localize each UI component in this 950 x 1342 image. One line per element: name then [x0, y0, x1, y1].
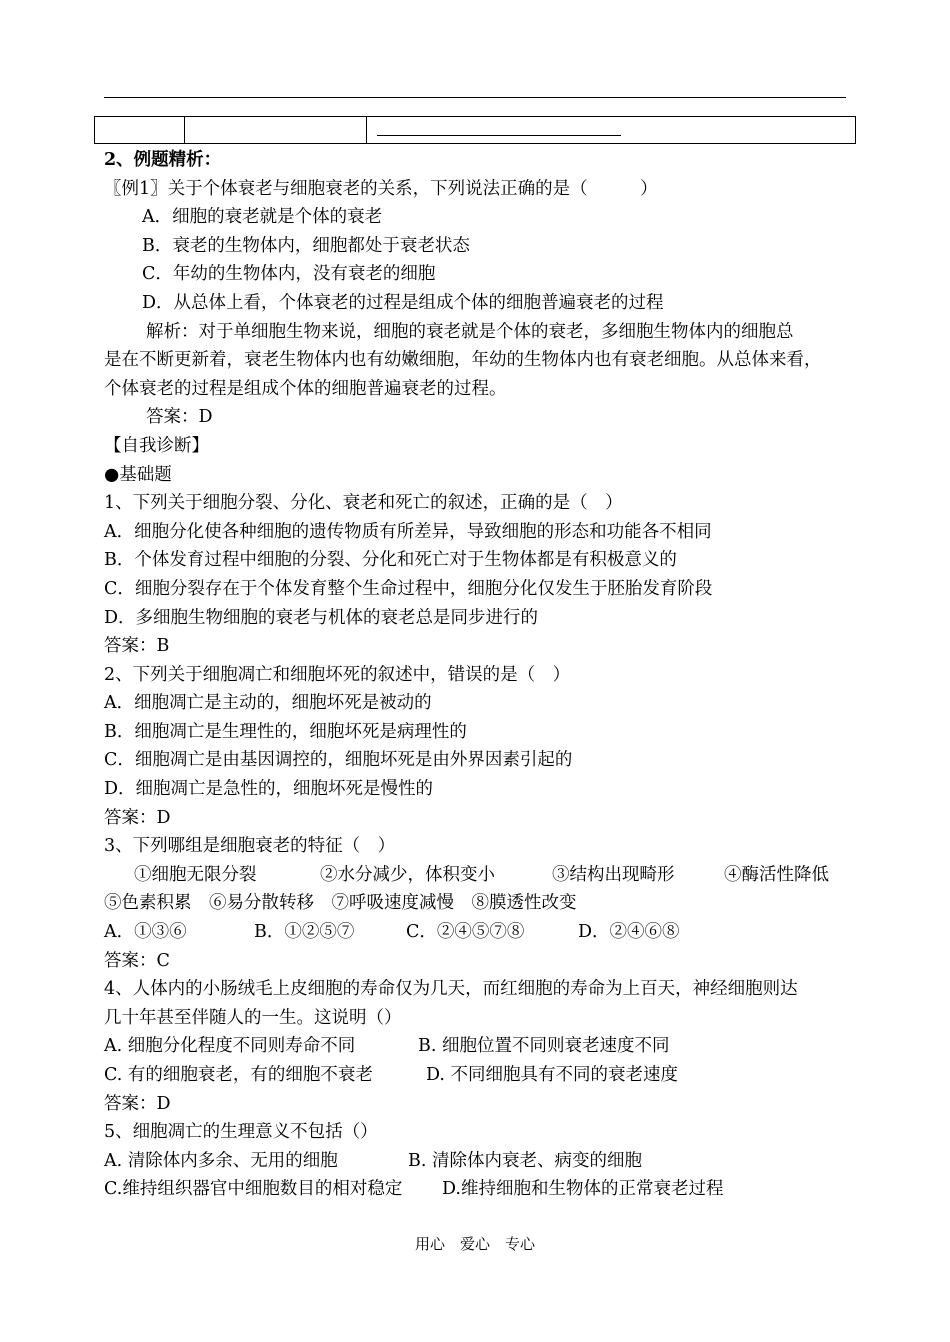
q5-option-a: A. 清除体内多余、无用的细胞 [104, 1150, 338, 1171]
q3-answer: 答案：C [104, 950, 170, 971]
q2-option-a: A．细胞凋亡是主动的，细胞坏死是被动的 [104, 693, 432, 714]
q3-features-line [104, 861, 854, 890]
q5-options [104, 1175, 854, 1204]
example-option-b: B．衰老的生物体内，细胞都处于衰老状态 [142, 235, 470, 256]
q3-feature: ①细胞无限分裂 [134, 864, 257, 885]
q1-option-a: A．细胞分化使各种细胞的遗传物质有所差异，导致细胞的形态和功能各不相同 [104, 521, 712, 542]
q5-option-d: D.维持细胞和生物体的正常衰老过程 [442, 1179, 724, 1200]
page-footer: 用心 爱心 专心 [414, 1235, 535, 1253]
q1-option-b: B．个体发育过程中细胞的分裂、分化和死亡对于生物体都是有积极意义的 [104, 550, 677, 571]
q1-stem: 1、下列关于细胞分裂、分化、衰老和死亡的叙述，正确的是（ ） [104, 493, 623, 514]
q4-option-b: B. 细胞位置不同则衰老速度不同 [418, 1036, 670, 1057]
self-diagnosis-heading: 【自我诊断】 [104, 435, 209, 456]
table-fragment [94, 116, 856, 144]
q4-option-d: D. 不同细胞具有不同的衰老速度 [426, 1065, 679, 1085]
q4-option-a: A. 细胞分化程度不同则寿命不同 [104, 1036, 356, 1057]
basic-heading: ●基础题 [104, 464, 172, 485]
header-rule [104, 97, 846, 98]
q2-answer: 答案：D [104, 807, 171, 828]
q3-features-line: ⑤色素积累 ⑥易分散转移 ⑦呼吸速度减慢 ⑧膜透性改变 [104, 893, 577, 914]
analysis-line: 是在不断更新着，衰老生物体内也有幼嫩细胞，年幼的生物体内也有衰老细胞。从总体来看， [104, 350, 822, 371]
q3-option-d: D．②④⑥⑧ [578, 922, 680, 943]
q4-options [104, 1032, 854, 1061]
q4-answer: 答案：D [104, 1093, 171, 1114]
q5-options [104, 1147, 854, 1176]
q5-stem: 5、细胞凋亡的生理意义不包括（） [104, 1122, 378, 1143]
analysis-line: 个体衰老的过程是组成个体的细胞普遍衰老的过程。 [104, 378, 507, 399]
example-answer: 答案：D [146, 407, 213, 428]
example-question: 〖例1〗关于个体衰老与细胞衰老的关系，下列说法正确的是（ ） [104, 178, 658, 199]
q1-option-d: D．多细胞生物细胞的衰老与机体的衰老总是同步进行的 [104, 607, 539, 628]
analysis-line: 解析：对于单细胞生物来说，细胞的衰老就是个体的衰老，多细胞生物体内的细胞总 [146, 321, 794, 342]
table-cell [185, 117, 367, 143]
example-option-a: A．细胞的衰老就是个体的衰老 [142, 207, 383, 228]
q2-option-d: D．细胞凋亡是急性的，细胞坏死是慢性的 [104, 779, 434, 800]
q3-option-c: C．②④⑤⑦⑧ [406, 922, 525, 943]
q3-feature: ③结构出现畸形 [552, 864, 675, 885]
example-option-c: C．年幼的生物体内，没有衰老的细胞 [142, 264, 436, 285]
q5-option-b: B. 清除体内衰老、病变的细胞 [408, 1150, 642, 1171]
q3-options [104, 918, 854, 947]
q4-options [104, 1061, 854, 1090]
q1-answer: 答案：B [104, 636, 170, 657]
q3-option-b: B．①②⑤⑦ [254, 922, 355, 943]
table-cell [95, 117, 185, 143]
table-cell [367, 117, 855, 143]
q3-feature: ④酶活性降低 [724, 864, 829, 885]
q4-option-c: C. 有的细胞衰老，有的细胞不衰老 [104, 1065, 373, 1085]
q3-feature: ②水分减少，体积变小 [320, 864, 495, 885]
q3-option-a: A．①③⑥ [104, 922, 187, 943]
q2-option-b: B．细胞凋亡是生理性的，细胞坏死是病理性的 [104, 721, 467, 742]
q2-option-c: C．细胞凋亡是由基因调控的，细胞坏死是由外界因素引起的 [104, 750, 573, 771]
q1-option-c: C．细胞分裂存在于个体发育整个生命过程中，细胞分化仅发生于胚胎发育阶段 [104, 578, 713, 599]
q3-stem: 3、下列哪组是细胞衰老的特征（ ） [104, 836, 396, 857]
section-title: 2、例题精析： [104, 150, 222, 170]
q2-stem: 2、下列关于细胞凋亡和细胞坏死的叙述中，错误的是（ ） [104, 664, 571, 685]
q4-stem: 4、人体内的小肠绒毛上皮细胞的寿命仅为几天，而红细胞的寿命为上百天，神经细胞则达 [104, 979, 798, 1000]
q5-option-c: C.维持组织器官中细胞数目的相对稳定 [104, 1179, 403, 1200]
fill-in-blank-line [377, 135, 621, 136]
example-option-d: D．从总体上看，个体衰老的过程是组成个体的细胞普遍衰老的过程 [142, 292, 664, 313]
document-body [104, 146, 854, 1204]
q4-stem: 几十年甚至伴随人的一生。这说明（） [104, 1007, 402, 1028]
